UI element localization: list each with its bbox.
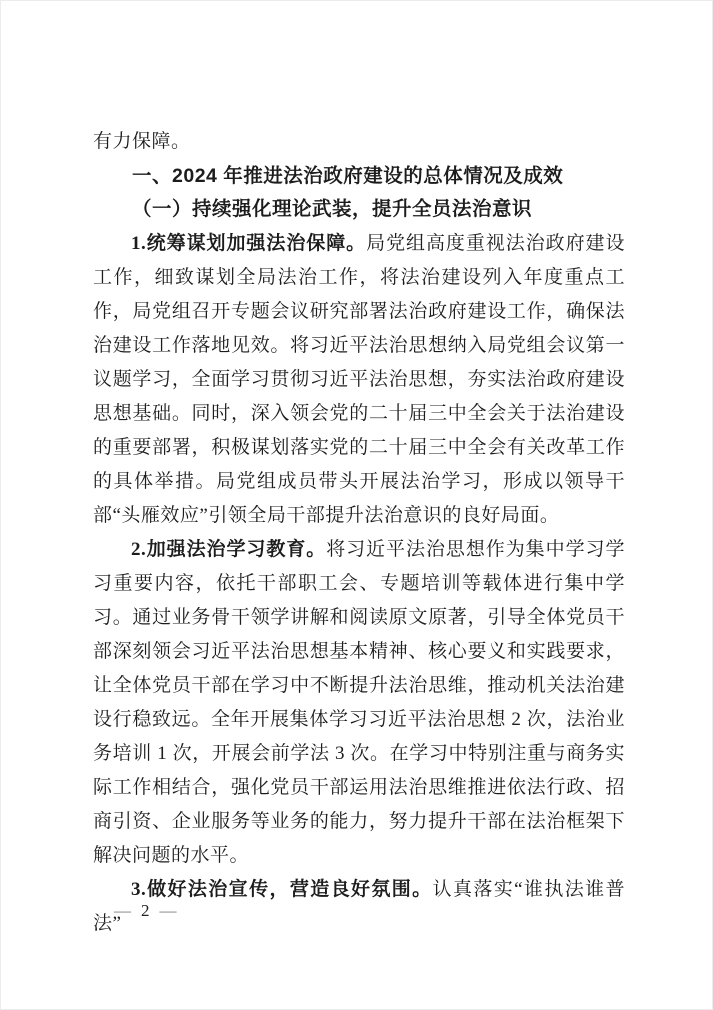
page-body <box>93 125 625 941</box>
footer-dash-left: — <box>114 901 131 920</box>
paragraph-2-text: 将习近平法治思想作为集中学习学习重要内容，依托干部职工会、专题培训等载体进行集中学习。通过业务骨干领学讲解和阅读原文原著，引导全体党员干部深刻领会习近平法治思想基本精神、核心要义和实践要求，让全体党员干部在学习中不断提升法治思维，推动机关法治建设行稳致远。全年开展集体学习习近平法治思想 2 次，法治业务培训 1 次，开展会前学法 3 次。在学习中特别注重与商务实际工作相结合，强化党员干部运用法治思维推进依法行政、招商引资、企业服务等业务的能力，努力提升干部在法治框架下解决问题的水平。 <box>93 539 625 866</box>
section-heading: 一、2024 年推进法治政府建设的总体情况及成效 <box>132 165 564 187</box>
footer-dash-right: — <box>159 901 177 920</box>
paragraph-3-lead: 3.做好法治宣传，营造良好氛围。 <box>131 879 433 900</box>
paragraph-3-text: 认真落实“谁执法谁普法” <box>93 879 625 934</box>
paragraph-1 <box>93 227 625 533</box>
paragraph-2-lead: 2.加强法治学习教育。 <box>131 539 327 560</box>
paragraph-2 <box>93 533 625 873</box>
paragraph-1-lead: 1.统筹谋划加强法治保障。 <box>131 233 367 254</box>
paragraph-continuation: 有力保障。 <box>93 131 191 152</box>
subsection-heading: （一）持续强化理论武装，提升全员法治意识 <box>132 199 533 220</box>
paragraph-1-text: 局党组高度重视法治政府建设工作，细致谋划全局法治工作，将法治建设列入年度重点工作，局党组召开专题会议研究部署法治政府建设工作，确保法治建设工作落地见效。将习近平法治思想纳入局党组会议第一议题学习，全面学习贯彻习近平法治思想，夯实法治政府建设思想基础。同时，深入领会党的二十届三中全会关于法治建设的重要部署，积极谋划落实党的二十届三中全会有关改革工作的具体举措。局党组成员带头开展法治学习，形成以领导干部“头雁效应”引领全局干部提升法治意识的良好局面。 <box>93 233 625 526</box>
page-footer <box>114 899 177 923</box>
page-number: 2 <box>141 901 150 920</box>
